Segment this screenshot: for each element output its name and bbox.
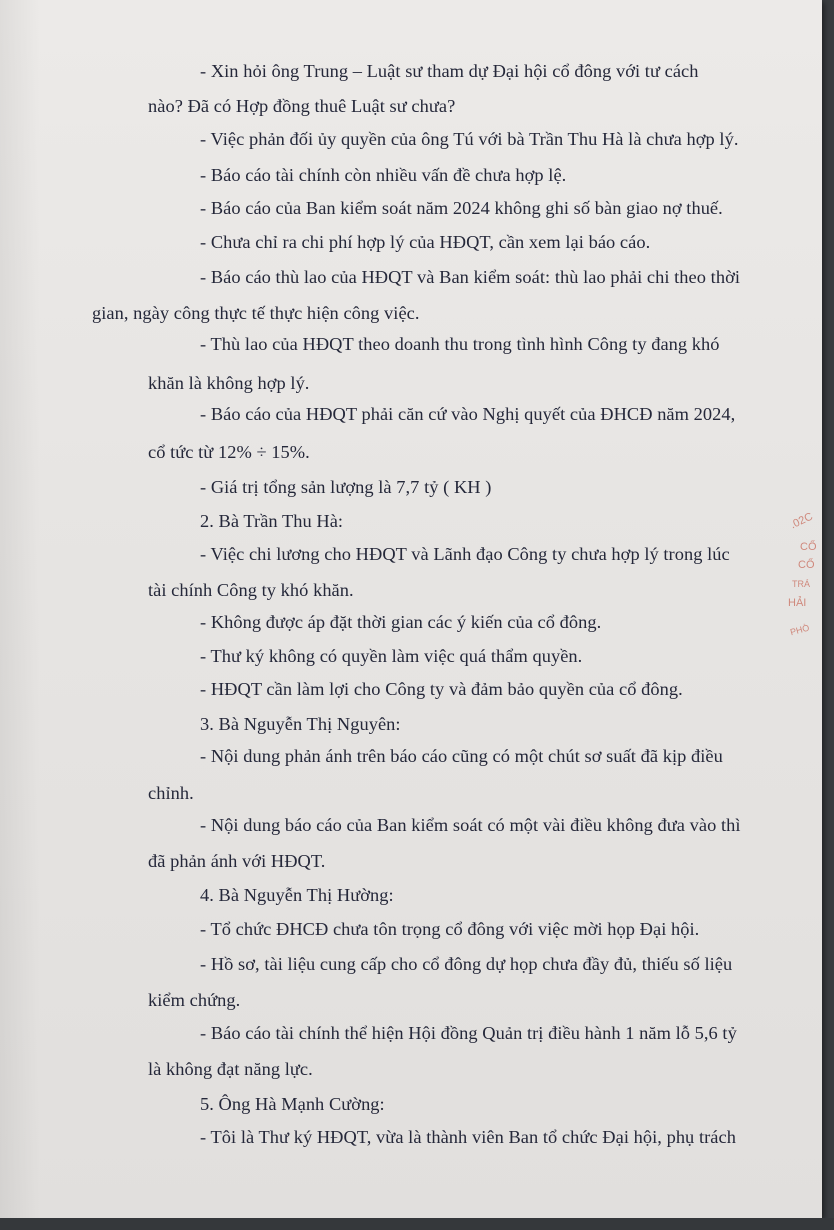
text-line: - Báo cáo của Ban kiểm soát năm 2024 không ghi số bàn giao nợ thuế.: [200, 198, 723, 218]
text-line: đã phản ánh với HĐQT.: [148, 851, 326, 871]
stamp-text: CỔ: [800, 541, 817, 553]
text-line: - HĐQT cần làm lợi cho Công ty và đảm bảo quyền của cổ đông.: [200, 679, 683, 699]
text-line: khăn là không hợp lý.: [148, 373, 310, 393]
text-line: - Không được áp đặt thời gian các ý kiến của cổ đông.: [200, 612, 602, 632]
text-line: - Chưa chỉ ra chi phí hợp lý của HĐQT, cần xem lại báo cáo.: [200, 232, 651, 252]
text-line: gian, ngày công thực tế thực hiện công việc.: [92, 303, 420, 323]
text-line: - Tôi là Thư ký HĐQT, vừa là thành viên Ban tổ chức Đại hội, phụ trách: [200, 1127, 736, 1147]
text-line: cổ tức từ 12% ÷ 15%.: [148, 442, 310, 462]
stamp-text: HẢI: [788, 597, 807, 609]
seal-stamp-fragment: [782, 495, 822, 665]
text-line: - Việc chi lương cho HĐQT và Lãnh đạo Công ty chưa hợp lý trong lúc: [200, 544, 730, 564]
text-line: - Báo cáo thù lao của HĐQT và Ban kiểm soát: thù lao phải chi theo thời: [200, 267, 741, 287]
text-line: - Xin hỏi ông Trung – Luật sư tham dự Đại hội cổ đông với tư cách: [200, 61, 699, 81]
text-line: - Thù lao của HĐQT theo doanh thu trong tình hình Công ty đang khó: [200, 334, 720, 354]
text-line: - Báo cáo của HĐQT phải căn cứ vào Nghị quyết của ĐHCĐ năm 2024,: [200, 404, 736, 424]
speaker-heading: 2. Bà Trần Thu Hà:: [200, 511, 344, 531]
text-line: kiểm chứng.: [148, 990, 241, 1010]
text-line: - Báo cáo tài chính thể hiện Hội đồng Quản trị điều hành 1 năm lỗ 5,6 tỷ: [200, 1023, 737, 1043]
text-line: - Nội dung báo cáo của Ban kiểm soát có một vài điều không đưa vào thì: [200, 815, 741, 835]
text-line: là không đạt năng lực.: [148, 1059, 313, 1079]
text-line: chỉnh.: [148, 783, 194, 803]
speaker-heading: 3. Bà Nguyễn Thị Nguyên:: [200, 714, 401, 734]
speaker-heading: 5. Ông Hà Mạnh Cường:: [200, 1094, 385, 1114]
speaker-heading: 4. Bà Nguyễn Thị Hường:: [200, 885, 394, 905]
stamp-text: TRÁ: [792, 579, 810, 589]
text-line: - Giá trị tổng sản lượng là 7,7 tỷ ( KH ): [200, 477, 492, 497]
text-line: - Báo cáo tài chính còn nhiều vấn đề chưa hợp lệ.: [200, 165, 567, 185]
text-line: - Nội dung phản ánh trên báo cáo cũng có một chút sơ suất đã kịp điều: [200, 746, 723, 766]
text-line: - Việc phản đối ủy quyền của ông Tú với bà Trần Thu Hà là chưa hợp lý.: [200, 129, 739, 149]
screenshot-bottom-edge: [0, 1218, 834, 1230]
text-line: nào? Đã có Hợp đồng thuê Luật sư chưa?: [148, 96, 456, 116]
text-line: tài chính Công ty khó khăn.: [148, 580, 354, 600]
text-line: - Thư ký không có quyền làm việc quá thẩm quyền.: [200, 646, 583, 666]
stamp-text: PHÒ: [789, 622, 811, 638]
text-line: - Tổ chức ĐHCĐ chưa tôn trọng cổ đông với việc mời họp Đại hội.: [200, 919, 700, 939]
stamp-text: CỔ: [798, 559, 815, 571]
text-line: - Hồ sơ, tài liệu cung cấp cho cổ đông dự họp chưa đầy đủ, thiếu số liệu: [200, 954, 733, 974]
stamp-text: .02C: [788, 510, 815, 532]
